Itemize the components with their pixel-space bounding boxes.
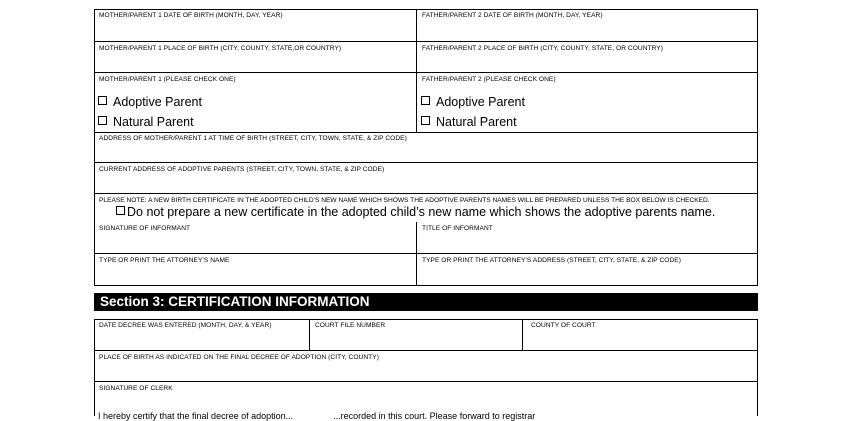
place-of-birth-row	[94, 351, 757, 382]
father-type-label: FATHER/PARENT 2 (PLEASE CHECK ONE)	[422, 76, 556, 83]
mother-dob-field[interactable]	[96, 21, 414, 40]
section3-right-border	[757, 319, 758, 416]
mother-adoptive-option[interactable]	[98, 95, 202, 109]
address-at-birth-label: ADDRESS OF MOTHER/PARENT 1 AT TIME OF BIRTH (STREET, CITY, TOWN, STATE, & ZIP CODE)	[99, 135, 407, 142]
father-dob-label: FATHER/PARENT 2 DATE OF BIRTH (MONTH, DAY, YEAR)	[422, 12, 603, 19]
informant-signature-field[interactable]	[96, 234, 414, 252]
informant-title-label: TITLE OF INFORMANT	[422, 225, 493, 232]
informant-signature-cell	[94, 222, 417, 253]
attorney-name-label: TYPE OR PRINT THE ATTORNEY’S NAME	[99, 257, 230, 264]
decree-row	[94, 319, 757, 351]
mother-pob-field[interactable]	[96, 54, 414, 71]
county-court-cell	[523, 319, 757, 350]
county-court-label: COUNTY OF COURT	[531, 322, 596, 329]
informant-title-cell	[417, 222, 757, 253]
mother-dob-cell	[94, 9, 417, 41]
attorney-address-field[interactable]	[419, 266, 755, 284]
mother-natural-label: Natural Parent	[113, 115, 194, 129]
decree-date-label: DATE DECREE WAS ENTERED (MONTH, DAY, & YEAR)	[99, 322, 272, 329]
father-natural-option[interactable]	[421, 115, 517, 129]
address-at-birth-row	[94, 132, 757, 163]
place-of-birth-label: PLACE OF BIRTH AS INDICATED ON THE FINAL DECREE OF ADOPTION (CITY, COUNTY)	[99, 354, 379, 361]
father-dob-cell	[417, 9, 757, 41]
informant-title-field[interactable]	[419, 234, 755, 252]
do-not-prepare-checkbox[interactable]	[116, 206, 125, 215]
court-file-cell	[310, 319, 523, 350]
father-adoptive-checkbox[interactable]	[421, 96, 430, 105]
mother-natural-option[interactable]	[98, 115, 194, 129]
upper-left-border	[94, 9, 95, 286]
section-3-header: Section 3: CERTIFICATION INFORMATION	[94, 293, 758, 311]
father-pob-field[interactable]	[419, 54, 755, 71]
attorney-name-field[interactable]	[96, 266, 414, 284]
do-not-prepare-option[interactable]	[116, 205, 715, 219]
father-adoptive-option[interactable]	[421, 95, 525, 109]
current-address-row	[94, 163, 757, 194]
attorney-address-label: TYPE OR PRINT THE ATTORNEY’S ADDRESS (STREET, CITY, STATE, & ZIP CODE)	[422, 257, 681, 264]
father-pob-label: FATHER/PARENT 2 PLACE OF BIRTH (CITY, COUNTY, STATE, OR COUNTRY)	[422, 45, 663, 52]
mother-pob-label: MOTHER/PARENT 1 PLACE OF BIRTH (CITY, COUNTY, STATE,OR COUNTRY)	[99, 45, 342, 52]
upper-right-border	[757, 9, 758, 286]
attorney-address-cell	[417, 254, 757, 285]
father-adoptive-label: Adoptive Parent	[436, 95, 525, 109]
father-dob-field[interactable]	[419, 21, 755, 40]
informant-signature-label: SIGNATURE OF INFORMANT	[99, 225, 191, 232]
current-address-field[interactable]	[96, 175, 755, 192]
do-not-prepare-label: Do not prepare a new certificate in the adopted child’s new name which shows the adoptive parents name.	[127, 205, 716, 219]
place-of-birth-field[interactable]	[96, 363, 755, 380]
current-address-label: CURRENT ADDRESS OF ADOPTIVE PARENTS (STREET, CITY, TOWN, STATE, & ZIP CODE)	[99, 166, 385, 173]
address-at-birth-field[interactable]	[96, 144, 755, 161]
court-file-field[interactable]	[312, 331, 520, 349]
father-natural-checkbox[interactable]	[421, 116, 430, 125]
attorney-name-cell	[94, 254, 417, 285]
county-court-field[interactable]	[525, 331, 755, 349]
mother-adoptive-label: Adoptive Parent	[113, 95, 202, 109]
certification-text-start: I hereby certify that the final decree of adoption...	[98, 411, 294, 421]
decree-date-cell	[94, 319, 310, 350]
decree-date-field[interactable]	[96, 331, 307, 349]
informant-row	[94, 222, 757, 254]
dob-row	[94, 9, 757, 42]
note-text: PLEASE NOTE: A NEW BIRTH CERTIFICATE IN THE ADOPTED CHILD’S NEW NAME WHICH SHOWS THE ADOPTIVE PARENTS NAMES WILL BE PREPARED UNLESS THE BOX BELOW IS CHECKED.	[99, 197, 710, 204]
court-file-label: COURT FILE NUMBER	[315, 322, 386, 329]
parent-type-row	[94, 73, 757, 133]
note-row	[94, 194, 757, 222]
mother-adoptive-checkbox[interactable]	[98, 96, 107, 105]
mother-natural-checkbox[interactable]	[98, 116, 107, 125]
pob-row	[94, 42, 757, 73]
clerk-signature-label: SIGNATURE OF CLERK	[99, 385, 173, 392]
mother-pob-cell	[94, 42, 417, 72]
father-natural-label: Natural Parent	[436, 115, 517, 129]
father-type-cell	[417, 73, 757, 132]
attorney-row	[94, 254, 757, 286]
mother-dob-label: MOTHER/PARENT 1 DATE OF BIRTH (MONTH, DAY, YEAR)	[99, 12, 283, 19]
mother-type-label: MOTHER/PARENT 1 (PLEASE CHECK ONE)	[99, 76, 236, 83]
mother-type-cell	[94, 73, 417, 132]
section3-left-border	[94, 319, 95, 416]
father-pob-cell	[417, 42, 757, 72]
certification-statement	[98, 411, 535, 421]
certification-text-end: ...recorded in this court. Please forward to registrar	[333, 411, 536, 421]
